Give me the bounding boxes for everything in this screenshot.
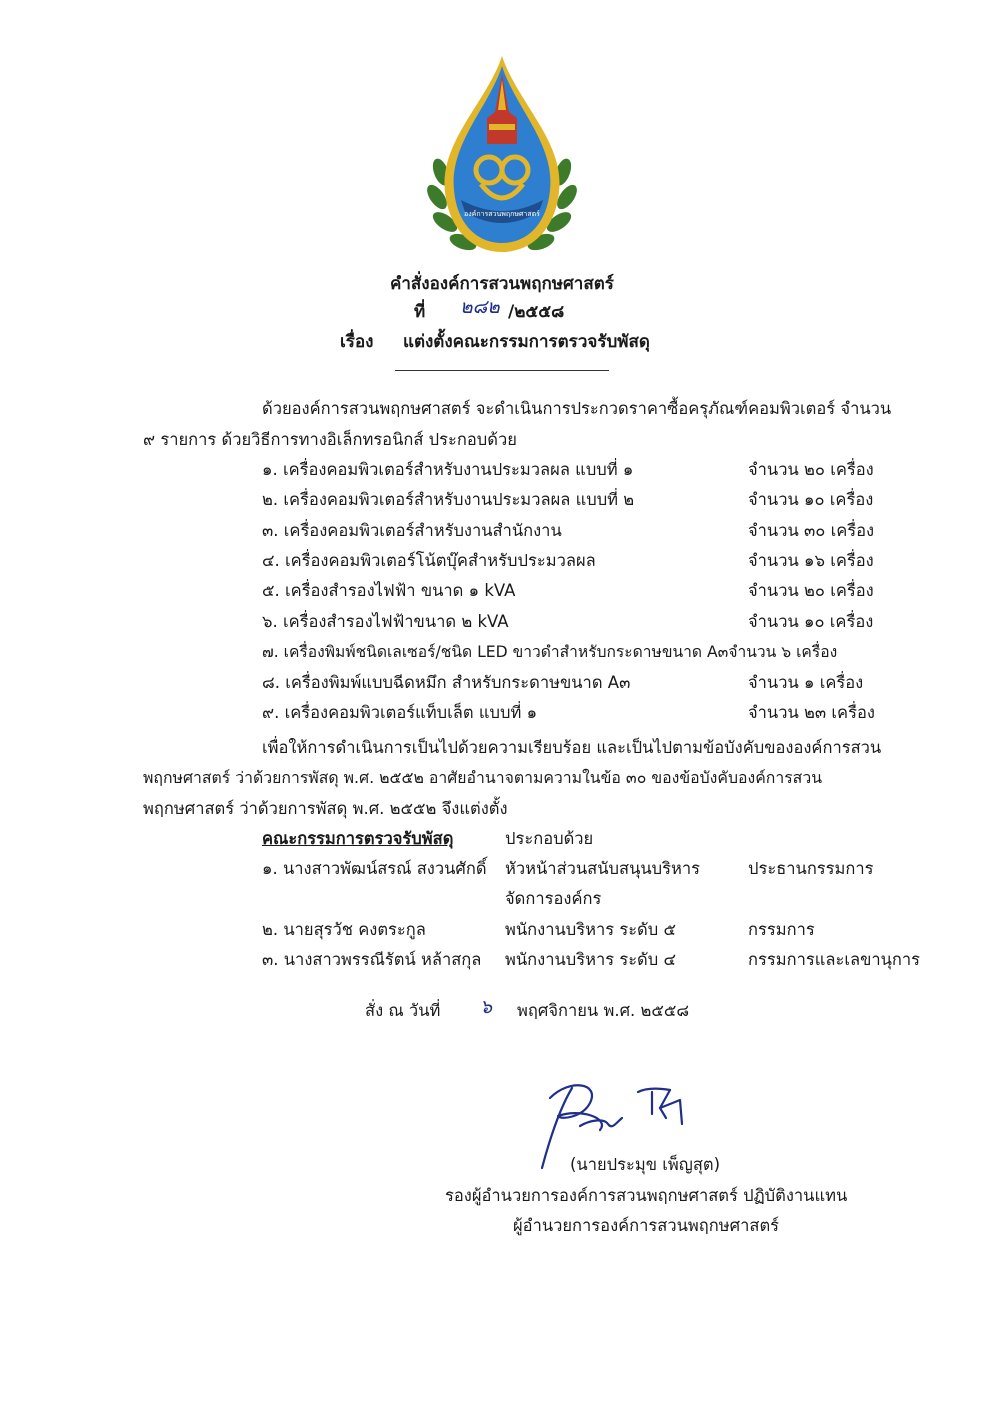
order-number-year: /๒๕๕๘ (508, 302, 565, 322)
member-position: พนักงานบริหาร ระดับ ๔ (505, 950, 676, 969)
organization-logo (427, 52, 577, 260)
item-quantity: จำนวน ๒๓ เครื่อง (748, 703, 875, 722)
list-item: ๔. เครื่องคอมพิวเตอร์โน้ตบุ๊คสำหรับประมวลผล (262, 551, 596, 570)
body-line-2: พฤกษศาสตร์ ว่าด้วยการพัสดุ พ.ศ. ๒๕๕๒ อาศัยอำนาจตามความในข้อ ๓๐ ของข้อบังคับองค์การสวน (143, 768, 822, 787)
member-position: พนักงานบริหาร ระดับ ๕ (505, 920, 676, 939)
body-line-3: พฤกษศาสตร์ ว่าด้วยการพัสดุ พ.ศ. ๒๕๕๒ จึงแต่งตั้ง (143, 799, 508, 818)
signatory-name: (นายประมุข เพ็ญสุต) (570, 1155, 721, 1174)
list-item: ๕. เครื่องสำรองไฟฟ้า ขนาด ๑ kVA (262, 581, 516, 600)
subject-text: แต่งตั้งคณะกรรมการตรวจรับพัสดุ (403, 332, 650, 352)
order-date-prefix: สั่ง ณ วันที่ (365, 1001, 441, 1020)
item-quantity: จำนวน ๑๖ เครื่อง (748, 551, 874, 570)
member-name: ๒. นายสุรวัช คงตระกูล (262, 920, 426, 939)
member-name: ๑. นางสาวพัฒน์สรณ์ สงวนศักดิ์ (262, 859, 487, 878)
member-position: หัวหน้าส่วนสนับสนุนบริหาร (505, 859, 700, 878)
item-quantity: จำนวน ๒๐ เครื่อง (748, 581, 874, 600)
order-title: คำสั่งองค์การสวนพฤกษศาสตร์ (390, 274, 614, 294)
signatory-title-1: รองผู้อำนวยการองค์การสวนพฤกษศาสตร์ ปฏิบัติงานแทน (445, 1186, 848, 1205)
order-date-day-handwritten: ๖ (480, 996, 493, 1018)
committee-heading: คณะกรรมการตรวจรับพัสดุ (262, 829, 454, 848)
order-number-label: ที่ (414, 302, 426, 322)
signatory-title-2: ผู้อำนวยการองค์การสวนพฤกษศาสตร์ (513, 1216, 780, 1235)
member-position-cont: จัดการองค์กร (505, 889, 602, 908)
body-line-1: เพื่อให้การดำเนินการเป็นไปด้วยความเรียบร้อย และเป็นไปตามข้อบังคับขององค์การสวน (262, 738, 882, 757)
order-number-handwritten: ๒๘๒ (460, 296, 500, 318)
subject-label: เรื่อง (340, 332, 374, 352)
item-quantity: จำนวน ๑ เครื่อง (748, 673, 864, 692)
item-quantity: จำนวน ๒๐ เครื่อง (748, 460, 874, 479)
member-role: ประธานกรรมการ (748, 859, 874, 878)
list-item: ๗. เครื่องพิมพ์ชนิดเลเซอร์/ชนิด LED ขาวดำสำหรับกระดาษขนาด A๓จำนวน ๖ เครื่อง (262, 643, 838, 661)
member-role: กรรมการ (748, 920, 815, 939)
committee-heading-suffix: ประกอบด้วย (505, 829, 594, 848)
member-name: ๓. นางสาวพรรณีรัตน์ หล้าสกุล (262, 950, 482, 969)
member-role: กรรมการและเลขานุการ (748, 950, 921, 969)
logo-ribbon-text: องค์การสวนพฤกษศาสตร์ (464, 210, 540, 218)
order-date-suffix: พฤศจิกายน พ.ศ. ๒๕๕๘ (517, 1001, 690, 1020)
item-quantity: จำนวน ๑๐ เครื่อง (748, 612, 874, 631)
intro-line-1: ด้วยองค์การสวนพฤกษศาสตร์ จะดำเนินการประกวดราคาซื้อครุภัณฑ์คอมพิวเตอร์ จำนวน (262, 399, 892, 418)
list-item: ๓. เครื่องคอมพิวเตอร์สำหรับงานสำนักงาน (262, 521, 562, 540)
intro-line-2: ๙ รายการ ด้วยวิธีการทางอิเล็กทรอนิกส์ ประกอบด้วย (143, 430, 517, 449)
list-item: ๘. เครื่องพิมพ์แบบฉีดหมึก สำหรับกระดาษขนาด A๓ (262, 673, 631, 692)
list-item: ๖. เครื่องสำรองไฟฟ้าขนาด ๒ kVA (262, 612, 509, 631)
divider (395, 370, 609, 371)
list-item: ๑. เครื่องคอมพิวเตอร์สำหรับงานประมวลผล แบบที่ ๑ (262, 460, 634, 479)
item-quantity: จำนวน ๑๐ เครื่อง (748, 490, 874, 509)
item-quantity: จำนวน ๓๐ เครื่อง (748, 521, 875, 540)
list-item: ๒. เครื่องคอมพิวเตอร์สำหรับงานประมวลผล แบบที่ ๒ (262, 490, 635, 509)
list-item: ๙. เครื่องคอมพิวเตอร์แท็บเล็ต แบบที่ ๑ (262, 703, 538, 722)
